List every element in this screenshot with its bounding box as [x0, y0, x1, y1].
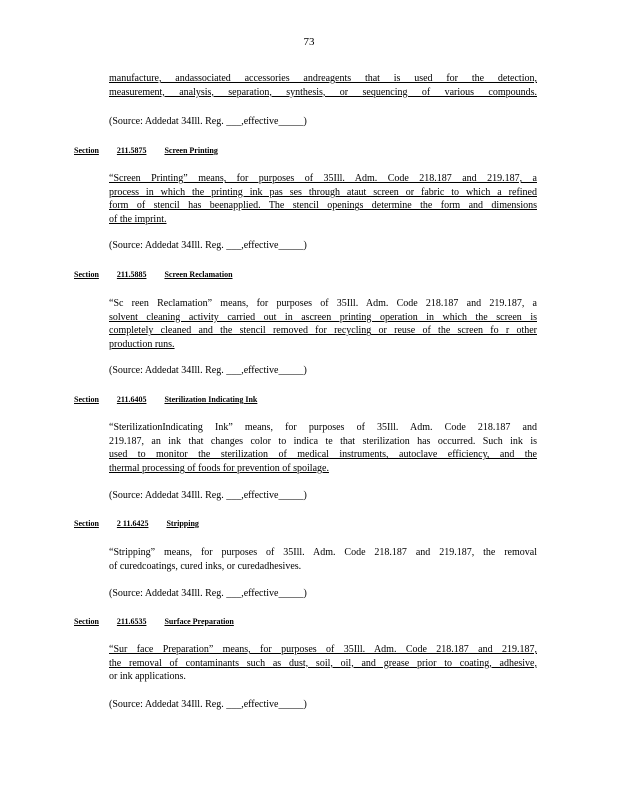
paragraph-line: form of stencil has beenapplied. The stencil openings determine the form and dimensions	[109, 200, 537, 212]
section-title: Surface Preparation	[164, 617, 234, 626]
paragraph-line: used to monitor the sterilization of medical instruments, autoclave efficiency, and the	[109, 449, 537, 461]
section-heading	[74, 519, 199, 528]
paragraph-line: the removal of contaminants such as dust, soil, oil, and grease prior to coating, adhesive,	[109, 657, 537, 669]
source-note: (Source: Addedat 34Ill. Reg. ___,effective_____)	[109, 588, 307, 599]
section-label: Section	[74, 617, 99, 626]
section-heading	[74, 146, 218, 155]
section-number: 211.5875	[116, 146, 147, 155]
section-number: 211.6405	[116, 395, 147, 404]
paragraph-line: thermal processing of foods for prevention of spoilage.	[109, 463, 329, 475]
definition-paragraph	[109, 297, 537, 352]
definition-paragraph	[109, 421, 537, 476]
section-number: 211.5885	[116, 270, 147, 279]
paragraph-line: completely cleaned and the stencil removed for recycling or reuse of the screen fo r other	[109, 325, 537, 337]
source-note: (Source: Addedat 34Ill. Reg. ___,effective_____)	[109, 240, 307, 251]
section-label: Section	[74, 270, 99, 279]
section-label: Section	[74, 146, 99, 155]
paragraph-line: of curedcoatings, cured inks, or curedadhesives.	[109, 560, 302, 572]
paragraph-line: measurement, analysis, separation, synthesis, or sequencing of various compounds.	[109, 86, 537, 98]
section-number: 211.6535	[116, 617, 147, 626]
paragraph-line: “Sc reen Reclamation” means, for purposes of 35Ill. Adm. Code 218.187 and 219.187, a	[109, 298, 537, 309]
paragraph-line: process in which the printing ink pas ses through ataut screen or fabric to which a refined	[109, 186, 537, 198]
section-title: Stripping	[166, 519, 199, 528]
paragraph-line: production runs.	[109, 339, 175, 351]
section-heading	[74, 617, 234, 626]
section-label: Section	[74, 395, 99, 404]
paragraph-line: solvent cleaning activity carried out in ascreen printing operation in which the screen is	[109, 311, 537, 323]
section-title: Screen Reclamation	[164, 270, 233, 279]
paragraph-line: “Stripping” means, for purposes of 35Ill. Adm. Code 218.187 and 219.187, the removal	[109, 547, 537, 558]
page-number: 73	[303, 36, 315, 48]
source-note: (Source: Addedat 34Ill. Reg. ___,effective_____)	[109, 699, 307, 710]
section-number: 2 11.6425	[116, 519, 149, 528]
paragraph-line: or ink applications.	[109, 671, 186, 683]
paragraph-line: “SterilizationIndicating Ink” means, for purposes of 35Ill. Adm. Code 218.187 and	[109, 422, 537, 433]
source-note: (Source: Addedat 34Ill. Reg. ___,effective_____)	[109, 116, 307, 127]
paragraph-line: manufacture, andassociated accessories andreagents that is used for the detection,	[109, 73, 537, 84]
source-note: (Source: Addedat 34Ill. Reg. ___,effective_____)	[109, 490, 307, 501]
paragraph-line: “Screen Printing” means, for purposes of 35Ill. Adm. Code 218.187 and 219.187, a	[109, 173, 537, 184]
intro-paragraph	[109, 72, 537, 99]
section-title: Screen Printing	[164, 146, 218, 155]
source-note: (Source: Addedat 34Ill. Reg. ___,effective_____)	[109, 365, 307, 376]
paragraph-line: “Sur face Preparation” means, for purposes of 35Ill. Adm. Code 218.187 and 219.187,	[109, 644, 537, 655]
section-heading	[74, 270, 233, 279]
definition-paragraph	[109, 546, 537, 573]
section-heading	[74, 395, 257, 404]
paragraph-line: of the imprint.	[109, 214, 167, 226]
definition-paragraph	[109, 172, 537, 227]
section-label: Section	[74, 519, 99, 528]
paragraph-line: 219.187, an ink that changes color to indica te that sterilization has occurred. Such ink is	[109, 435, 537, 447]
section-title: Sterilization Indicating Ink	[164, 395, 258, 404]
definition-paragraph	[109, 643, 537, 684]
